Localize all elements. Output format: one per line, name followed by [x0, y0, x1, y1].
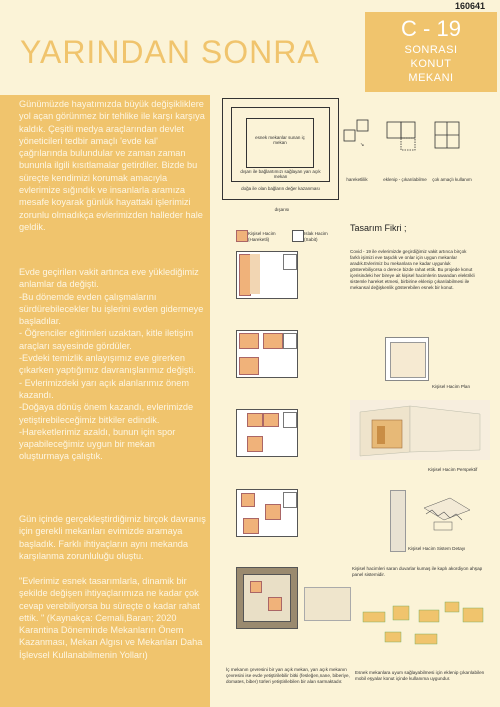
main-title: YARINDAN SONRA — [20, 34, 320, 70]
design-idea-text: Covid - 19 ile evlerimizde geçirdiğimiz vakit artınca birçok farklı işimizi eve taşıdık ve onlar için uygun mekanlar aradık.Evlerimiz bu mekanlara ne kadar uygunluk gösterebiliyorsa o derece bizde rahat ettik. Bu projede konut içerisindeki her bireye ait kişisel hacimlerin tavandan elektrikli sistemle hareket etmesi, birbirine eklenip çıkarılabilmesi ile mekansal değişkenlik gösterebilen esnek bir konut. — [350, 249, 475, 290]
floor-plan-2 — [236, 330, 298, 378]
floor-plan-4 — [236, 489, 298, 537]
poster-id: 160641 — [455, 1, 486, 11]
floor-plan-1 — [236, 251, 298, 299]
bullet-list: Evde geçirilen vakit artınca eve yüklediğimiz anlamlar da değişti. -Bu dönemde evden çalışmalarını sürdürebilecekler bu işlerini evden gidermeye başladılar. - Öğrenciler eğitimleri uzaktan, kitle iletişim araçları sayesinde gördüler. -Evdeki temizlik anlayışımız eve girerken çıkarken yaptığımız davranışlarımız değişti. - Evlerimizdeki yarı açık alanlarımız önem kazandı. -Doğaya dönüş önem kazandı, evlerimizde yetiştirebileceğimiz bitkiler edindik. -Hareketlerimiz azaldı, bunun için spor yapabileceğimiz uygun bir mekan oluşturmaya çalıştık. — [19, 267, 204, 462]
system-caption: Kişisel Hacim Sistem Detayı — [408, 546, 466, 551]
personal-unit-plan — [385, 337, 429, 381]
perspective-caption: Kişisel Hacim Perspektif — [428, 467, 478, 472]
covid-title: C - 19 — [401, 16, 461, 41]
svg-text:↘: ↘ — [360, 142, 365, 148]
personal-legend-label: Kişisel Hacim (Hareketli) — [248, 231, 276, 242]
movement-label: hareketlilik — [346, 177, 368, 182]
outer-label: doğa ile olan bağların değer kazanması — [241, 186, 320, 191]
personal-unit-perspective — [350, 400, 490, 460]
multi-use-label: çok amaçlı kullanım — [432, 177, 472, 182]
concept-diagram-outer — [222, 98, 339, 200]
design-idea-title: Tasarım Fikri ; — [350, 223, 407, 233]
accordion-panel-detail — [420, 488, 475, 538]
concept-diagram-middle — [231, 107, 330, 182]
wet-legend-label: Islak Hacim (Sabit) — [304, 231, 328, 242]
intro-paragraph: Günümüzde hayatımızda büyük değişikliklere yol açan görünmez bir tehlike ile karşı karşıya kaldık. Çeşitli medya araçlarından devlet yöneticileri tedbir amaçlı 'evde kal' çağrılarında bulundular ve zaman zaman bununla ilgili kısıtlamalar getirdiler. Bizde bu süreçte kendimizi korumak amacıyla evlerimize sığındık ve insanlarla aramıza mesafe koyarak günlük hayattaki işlerimizi zorunlu olmadıkça evlerimizden halleder hale geldik. — [19, 99, 205, 232]
system-note: Kişisel hacimleri saran duvarlar kumaş ile kaplı akordiyon ahşap panel sistemidir. — [352, 566, 483, 577]
multi-use-icon — [432, 118, 462, 154]
space-paragraph: Gün içinde gerçekleştirdiğimiz birçok davranış için gerekli mekanları evimizde aramaya başladık. Farklı ihtiyaçların aynı mekanda karşılanma zorunluluğu oluştu. — [19, 514, 206, 561]
plan-caption: Kişisel Hacim Plan — [432, 384, 471, 389]
furniture-note: Esnek mekanlara uyum sağlayabilmesi için eklenip çıkarılabilen mobil eşyalar konut içinde kullanıma uygundur. — [355, 670, 485, 681]
personal-legend-swatch — [236, 230, 248, 242]
covid-sub-1: SONRASI — [404, 44, 458, 56]
wet-legend-swatch — [292, 230, 304, 242]
inner-label: esnek mekanlar sunan iç mekan — [255, 135, 305, 145]
quote-paragraph: "Evlerimiz esnek tasarımlarla, dinamik bir şekilde değişen ihtiyaçlarımıza ne kadar çok cevap verebiliyorsa bu süreçte o kadar rahat ettik. " (Kaynakça: Cemali,Baran; 2020 Karantina Döneminde Mekanların Önem Kazanması, Mekan Algısı ve Mekanları Daha İşlevsel Kullanabilmenin Yolları) — [19, 576, 203, 660]
panel-column — [390, 490, 406, 552]
garden-thumbnail — [304, 587, 351, 621]
add-remove-label: eklenip - çıkarılabilme — [383, 177, 427, 182]
covid-sub-2: KONUT — [410, 58, 452, 70]
site-plan — [236, 567, 298, 629]
middle-label: dışarı ile bağlantımızı sağlayan yarı açık mekan — [240, 169, 321, 179]
covid-sub-3: MEKANI — [408, 72, 454, 84]
outside-label: dışarısı — [274, 207, 290, 212]
floor-plan-3 — [236, 409, 298, 457]
movement-icon — [342, 118, 370, 154]
garden-note: İç mekanın çevresini bir yarı açık mekan, yarı açık mekanın çevresini ise evde yetiştirilebilir bitki (fesleğen,nane, biberiye, domates, biber) türleri yetiştirilebilen bir alan sarmaktadır. — [226, 667, 350, 684]
mobile-furniture — [355, 592, 495, 662]
add-remove-icon — [385, 118, 419, 154]
concept-diagram-inner — [246, 118, 314, 168]
covid-title-box — [365, 12, 497, 92]
